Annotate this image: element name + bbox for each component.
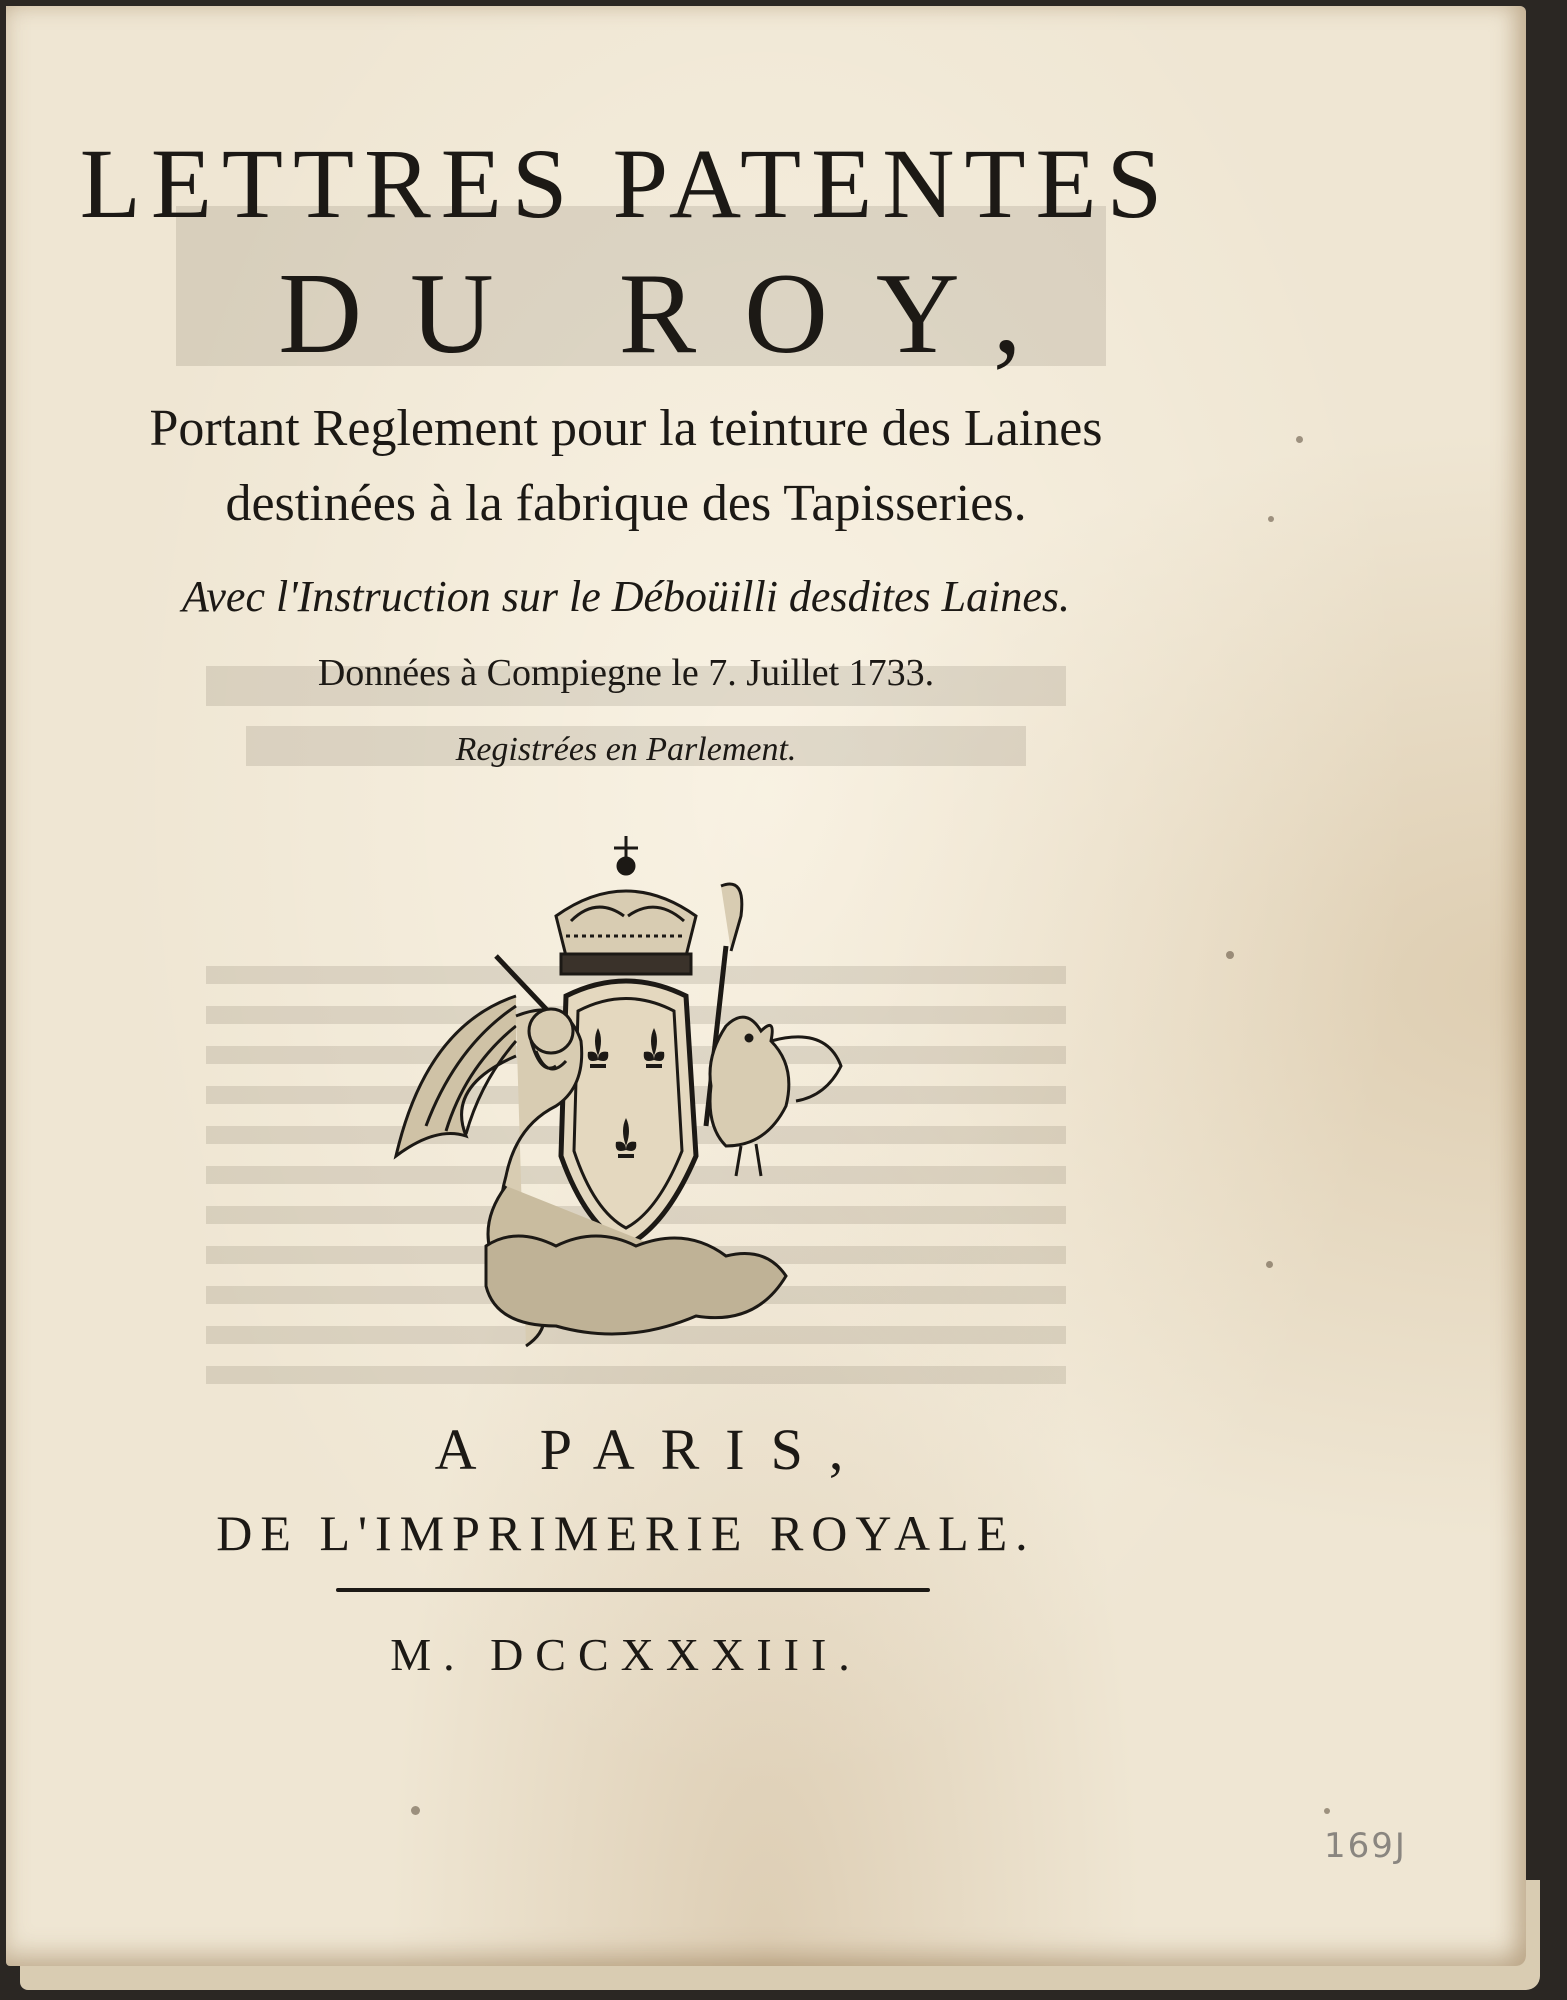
crown-icon	[556, 836, 696, 974]
subtitle-line-1: Portant Reglement pour la teinture des Laines	[149, 400, 1103, 457]
instruction-line: Avec l'Instruction sur le Déboüilli desdites Laines.	[181, 572, 1071, 621]
foxing-spot	[1268, 516, 1274, 522]
registration-line: Registrées en Parlement.	[455, 731, 797, 768]
royal-arms-emblem-icon	[366, 826, 886, 1386]
place-of-printing: A PARIS,	[434, 1417, 870, 1482]
foxing-spot	[1266, 1261, 1273, 1268]
shield-icon	[561, 981, 696, 1246]
date-line: Données à Compiegne le 7. Juillet 1733.	[317, 652, 935, 694]
title-line-1: LETTRES PATENTES	[79, 128, 1173, 239]
title-line-2: DU ROY,	[278, 250, 1070, 378]
printer-line: DE L'IMPRIMERIE ROYALE.	[216, 1505, 1036, 1561]
year-roman: M. DCCXXXIII.	[390, 1629, 862, 1680]
foxing-spot	[1226, 951, 1234, 959]
subtitle-line-2: destinées à la fabrique des Tapisseries.	[225, 475, 1027, 532]
title-page	[6, 6, 1526, 1966]
rule-divider	[336, 1588, 930, 1592]
foxing-spot	[1324, 1808, 1330, 1814]
foxing-spot	[411, 1806, 420, 1815]
pencil-shelfmark: 169J	[1324, 1826, 1407, 1866]
rooster-icon	[710, 1017, 841, 1176]
foxing-spot	[1296, 436, 1303, 443]
